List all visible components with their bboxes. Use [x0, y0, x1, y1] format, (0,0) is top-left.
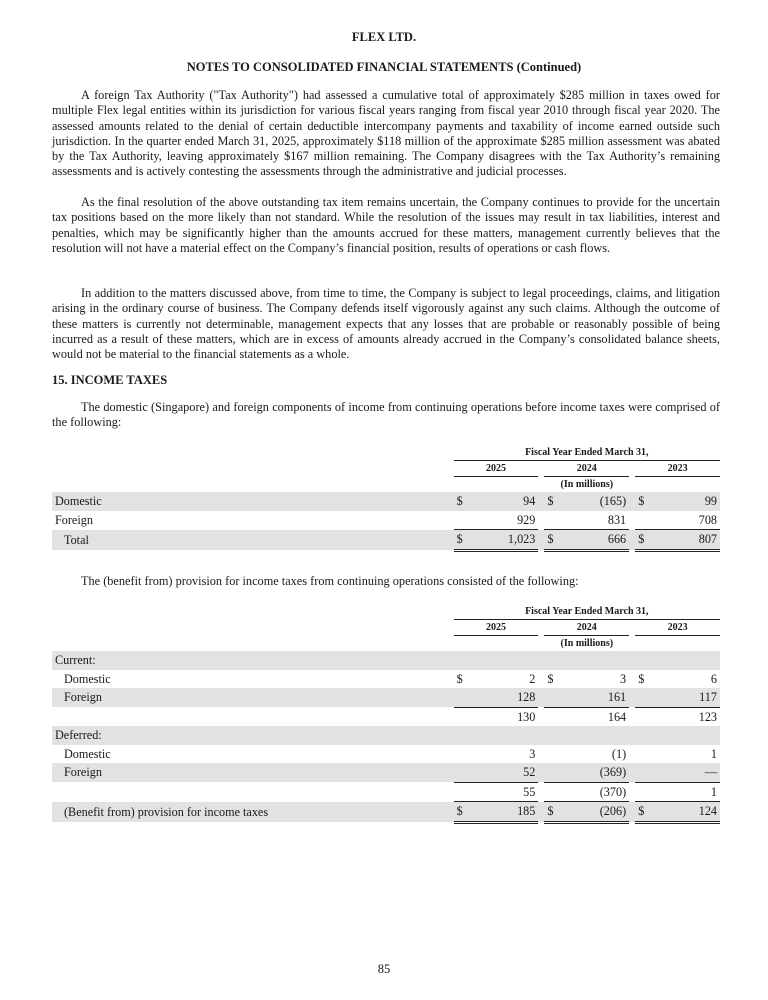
section-intro: The domestic (Singapore) and foreign components of income from continuing operations before income taxes were comprised of the following: — [52, 400, 720, 430]
year-header: 2024 — [544, 461, 629, 477]
currency-symbol — [454, 511, 472, 530]
year-header: 2023 — [635, 620, 720, 636]
currency-symbol: $ — [638, 671, 645, 686]
currency-symbol: $ — [544, 530, 562, 551]
row-label: (Benefit from) provision for income taxes — [52, 802, 454, 823]
row-label: Foreign — [52, 688, 454, 707]
currency-symbol: $ — [454, 492, 472, 511]
table-row-subtotal — [52, 782, 720, 802]
currency-symbol: $ — [544, 802, 562, 823]
row-label: Foreign — [55, 512, 93, 527]
table-row-total — [52, 530, 720, 551]
row-label: Domestic — [64, 671, 111, 686]
table-row-section — [52, 726, 720, 745]
table-row — [52, 492, 720, 511]
units-label: (In millions) — [560, 479, 614, 490]
paragraph-legal-proceedings: In addition to the matters discussed above, from time to time, the Company is subject to legal proceedings, claims, and litigation arising in the ordinary course of business. The Company defends itself vigorously against any such claims. Although the outcome of these matters is currently not determinable, management expects that any losses that are probable or reasonably possible of being incurred as a result of these matters, which are in excess of amounts already accrued in the Company’s consolidated balance sheets, would not be material to the financial statements as a whole. — [52, 286, 720, 362]
currency-symbol — [544, 688, 562, 707]
value-cell: 708 — [653, 511, 720, 530]
value-cell: (369) — [563, 763, 630, 782]
value-cell: 185 — [472, 802, 539, 823]
value-cell: 99 — [653, 492, 720, 511]
currency-symbol: $ — [454, 530, 472, 551]
table-row-section — [52, 651, 720, 670]
value-cell: 1 — [710, 746, 717, 761]
value-cell: 52 — [472, 763, 539, 782]
currency-symbol — [544, 745, 562, 764]
value-cell: 130 — [517, 709, 536, 724]
currency-symbol: $ — [454, 802, 472, 823]
period-header: Fiscal Year Ended March 31, — [454, 604, 720, 620]
currency-symbol — [635, 707, 653, 726]
value-cell: 124 — [653, 802, 720, 823]
section-label: Deferred: — [52, 726, 454, 745]
page-number: 85 — [377, 962, 391, 976]
value-cell: 117 — [653, 688, 720, 707]
year-header: 2024 — [544, 620, 629, 636]
table-row-total — [52, 802, 720, 823]
table-row — [52, 670, 720, 689]
value-cell: 123 — [698, 709, 717, 724]
currency-symbol — [635, 782, 653, 802]
year-header: 2023 — [635, 461, 720, 477]
currency-symbol — [454, 745, 472, 764]
value-cell: 161 — [563, 688, 630, 707]
currency-symbol — [544, 782, 562, 802]
value-cell: 3 — [529, 746, 536, 761]
value-cell: — — [653, 763, 720, 782]
currency-symbol — [544, 763, 562, 782]
value-cell: (1) — [611, 746, 627, 761]
section-heading: 15. INCOME TAXES — [52, 373, 168, 387]
currency-symbol: $ — [547, 671, 554, 686]
currency-symbol — [635, 763, 653, 782]
section-intro-2: The (benefit from) provision for income taxes from continuing operations consisted of the following: — [81, 574, 579, 588]
table-row — [52, 688, 720, 707]
currency-symbol: $ — [544, 492, 562, 511]
table-row — [52, 745, 720, 764]
currency-symbol — [454, 782, 472, 802]
value-cell: 929 — [472, 511, 539, 530]
row-label: Total — [52, 530, 454, 551]
period-header: Fiscal Year Ended March 31, — [454, 445, 720, 461]
value-cell: 55 — [472, 782, 539, 802]
table-row — [52, 511, 720, 530]
currency-symbol — [454, 763, 472, 782]
currency-symbol — [544, 707, 562, 726]
paragraph-tax-authority: A foreign Tax Authority ("Tax Authority") had assessed a cumulative total of approximately $285 million in taxes owed for multiple Flex legal entities within its jurisdiction for various fiscal years ranging from fiscal year 2010 through fiscal year 2020. The assessed amounts related to the denial of certain deductible intercompany payments and taxability of income earned outside such jurisdiction. In the quarter ended March 31, 2025, approximately $118 million of the approximate $285 million assessment was abated by the Tax Authority, leaving approximately $167 million remaining. The Company disagrees with the Tax Authority’s remaining assessments and is actively contesting the assessments through the administrative and judicial processes. — [52, 88, 720, 179]
currency-symbol — [544, 511, 562, 530]
value-cell: 1 — [653, 782, 720, 802]
value-cell: 807 — [653, 530, 720, 551]
value-cell: (165) — [563, 492, 630, 511]
row-label — [52, 707, 454, 726]
currency-symbol: $ — [635, 802, 653, 823]
income-components-table — [52, 445, 720, 552]
currency-symbol — [635, 745, 653, 764]
row-label: Domestic — [52, 492, 454, 511]
year-header: 2025 — [454, 620, 539, 636]
value-cell: 2 — [529, 671, 536, 686]
currency-symbol — [454, 707, 472, 726]
table-row — [52, 763, 720, 782]
row-label: Domestic — [64, 746, 111, 761]
section-label: Current: — [52, 651, 454, 670]
value-cell: 831 — [563, 511, 630, 530]
units-label: (In millions) — [560, 638, 614, 649]
year-header: 2025 — [454, 461, 539, 477]
currency-symbol: $ — [635, 492, 653, 511]
currency-symbol — [635, 511, 653, 530]
company-name: FLEX LTD. — [351, 30, 417, 44]
value-cell: 666 — [563, 530, 630, 551]
currency-symbol — [635, 688, 653, 707]
table-row-subtotal — [52, 707, 720, 726]
currency-symbol: $ — [635, 530, 653, 551]
paragraph-uncertain-tax: As the final resolution of the above outstanding tax item remains uncertain, the Company continues to provide for the uncertain tax positions based on the more likely than not standard. While the resolution of the issues may result in tax liabilities, interest and penalties, which may be significantly higher than the amounts accrued for these matters, management currently believes that the resolution will not have a material effect on the Company’s financial position, results of operations or cash flows. — [52, 195, 720, 255]
income-tax-provision-table — [52, 604, 720, 824]
row-label: Foreign — [52, 763, 454, 782]
value-cell: 94 — [472, 492, 539, 511]
value-cell: (206) — [563, 802, 630, 823]
value-cell: (370) — [563, 782, 630, 802]
value-cell: 164 — [607, 709, 627, 724]
currency-symbol: $ — [456, 671, 463, 686]
value-cell: 3 — [620, 671, 627, 686]
currency-symbol — [454, 688, 472, 707]
row-label — [52, 782, 454, 802]
value-cell: 128 — [472, 688, 539, 707]
value-cell: 1,023 — [472, 530, 539, 551]
value-cell: 6 — [710, 671, 717, 686]
page-subtitle: NOTES TO CONSOLIDATED FINANCIAL STATEMENTS (Continued) — [186, 60, 582, 74]
